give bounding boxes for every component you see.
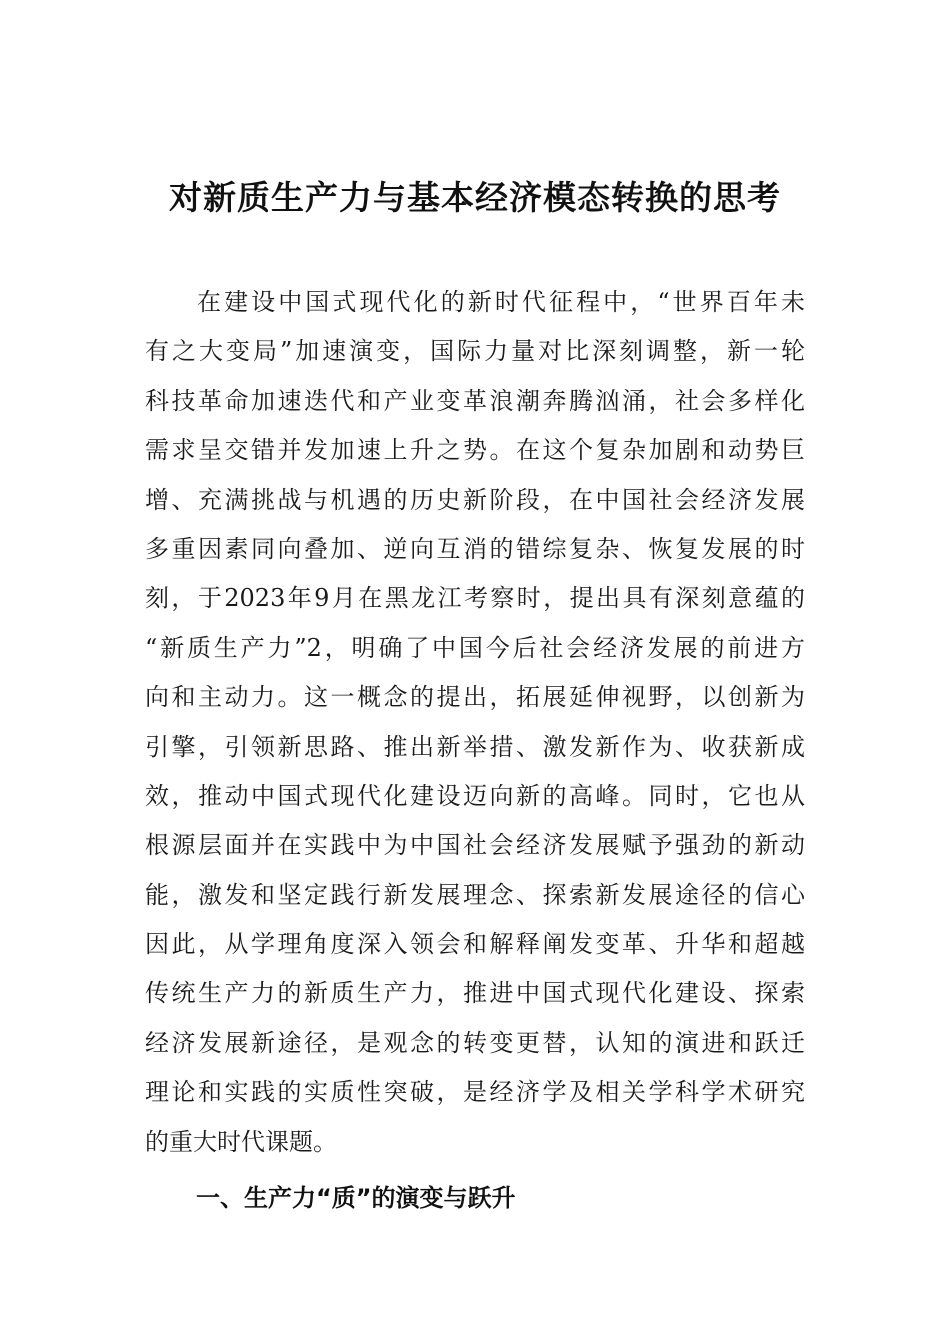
document-title: 对新质生产力与基本经济模态转换的思考 (169, 178, 781, 217)
paragraph-line: 效，推动中国式现代化建设迈向新的高峰。同时，它也从 (145, 781, 805, 810)
paragraph-line: 在建设中国式现代化的新时代征程中，“世界百年未 (197, 288, 805, 316)
paragraph-line: 科技革命加速迭代和产业变革浪潮奔腾汹涌，社会多样化 (145, 386, 805, 415)
paragraph-line: 的重大时代课题。 (145, 1127, 337, 1156)
section-heading: 一、生产力“质”的演变与跃升 (196, 1184, 516, 1212)
paragraph-line: 理论和实践的实质性突破，是经济学及相关学科学术研究 (145, 1078, 805, 1107)
paragraph-line: 根源层面并在实践中为中国社会经济发展赋予强劲的新动 (145, 831, 805, 860)
paragraph-line: 需求呈交错并发加速上升之势。在这个复杂加剧和动势巨 (145, 436, 805, 465)
paragraph-line: 刻，于2023年9月在黑龙江考察时，提出具有深刻意蕴的 (145, 584, 805, 613)
paragraph-line: 能，激发和坚定践行新发展理念、探索新发展途径的信心 (145, 880, 805, 909)
paragraph-line: “新质生产力”2，明确了中国今后社会经济发展的前进方 (145, 633, 805, 662)
paragraph-line: 向和主动力。这一概念的提出，拓展延伸视野，以创新为 (145, 683, 805, 712)
paragraph-line: 传统生产力的新质生产力，推进中国式现代化建设、探索 (145, 979, 805, 1008)
paragraph-line: 多重因素同向叠加、逆向互消的错综复杂、恢复发展的时 (145, 534, 805, 563)
paragraph-line: 因此，从学理角度深入领会和解释阐发变革、升华和超越 (145, 930, 805, 959)
body-paragraph (145, 278, 805, 1167)
paragraph-line: 有之大变局”加速演变，国际力量对比深刻调整，新一轮 (145, 337, 805, 366)
paragraph-line: 增、充满挑战与机遇的历史新阶段，在中国社会经济发展 (145, 485, 805, 514)
paragraph-line: 引擎，引领新思路、推出新举措、激发新作为、收获新成 (145, 732, 805, 761)
paragraph-line: 经济发展新途径，是观念的转变更替，认知的演进和跃迁 (145, 1028, 805, 1057)
